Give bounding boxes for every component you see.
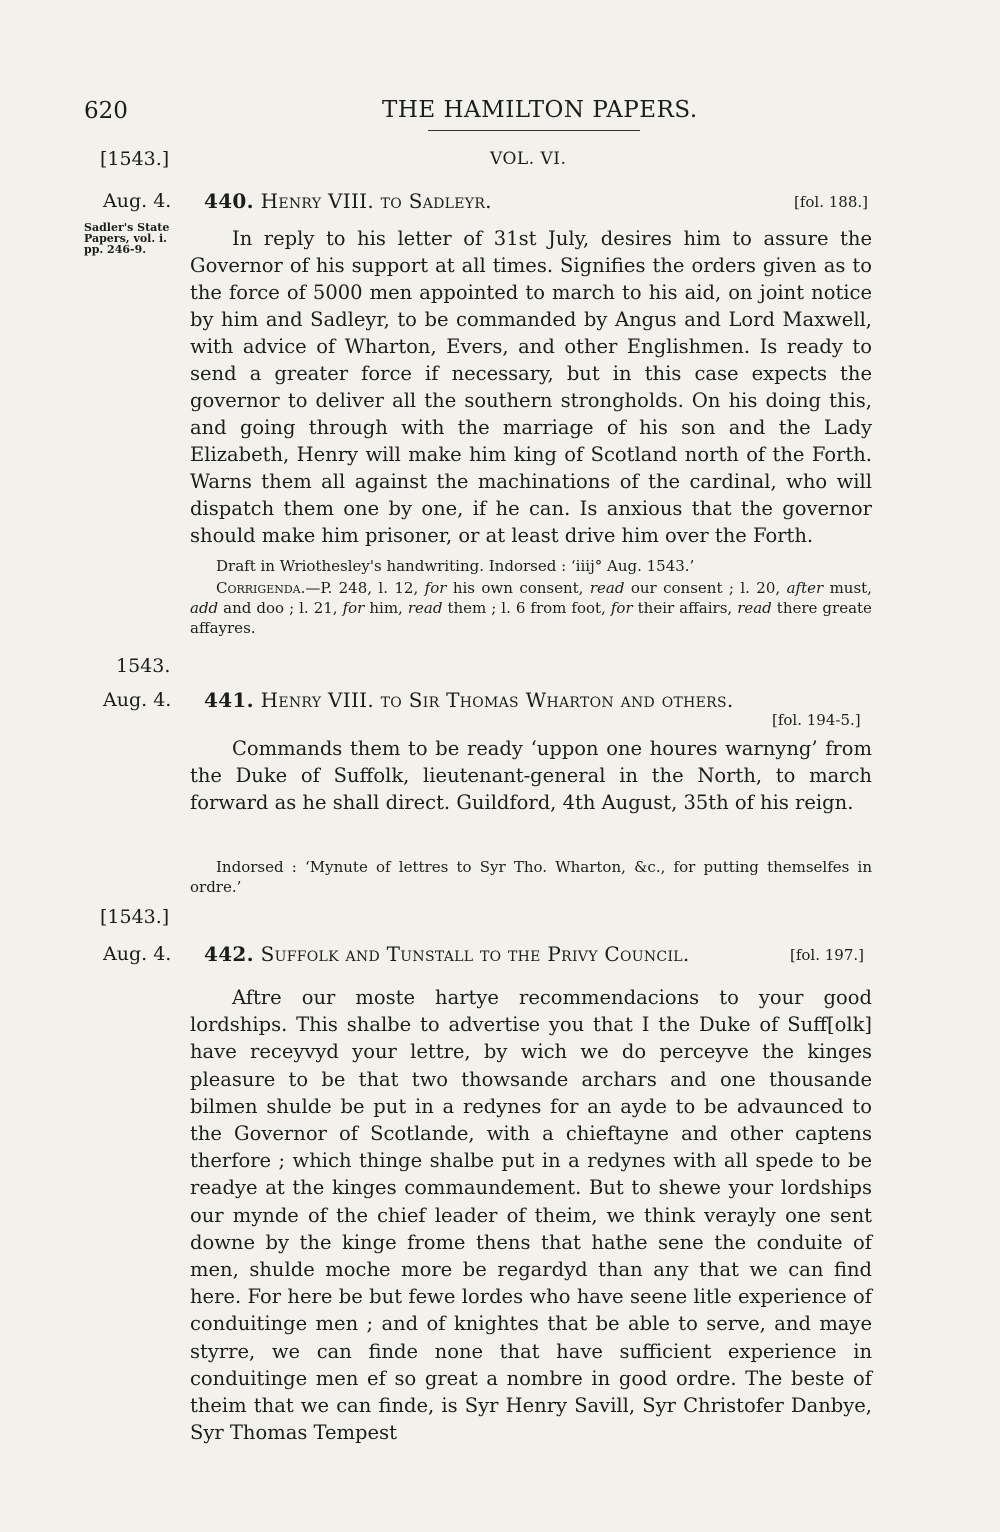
- entry-number: 441.: [204, 688, 254, 712]
- entry-year: [1543.]: [100, 148, 170, 170]
- entry-date: Aug. 4.: [103, 689, 172, 711]
- entry-date: Aug. 4.: [103, 943, 172, 965]
- entry-body: Aftre our moste hartye recommendacions to your good lordships. This shalbe to advertise you that I the Duke of Suff[olk] have receyvyd your lettre, by wich we do perceyve the kinges pleasure to be that two thowsande archars and one thousande bilmen shulde be put in a redynes for an ayde to be advaunced to the Governor of Scotlande, with a chieftayne and other captens therfore ; which thinge shalbe put in a redynes with all spede to be readye at the kinges commaundement. But to shewe your lordships our mynde of the chief leader of theim, we think verayly one sent downe by the kinge frome thens that hathe sene the conduite of men, shulde moche more be regardyd than any that we can find here. For here be but fewe lordes who have seene litle experience of conduitinge men ; and of knightes that be able to serve, and maye styrre, we can finde none that have sufficient experience in conduitinge men ef so great a nombre in good ordre. The beste of theim that we can finde, is Syr Henry Savill, Syr Christofer Danbye, Syr Thomas Tempest: [190, 986, 872, 1445]
- entry-year: 1543.: [116, 655, 171, 677]
- entry-number: 440.: [204, 189, 254, 213]
- entry-note: Indorsed : ‘Mynute of lettres to Syr Tho. Wharton, &c., for putting themselfes in ordre.’: [190, 858, 872, 896]
- volume-label: VOL. VI.: [490, 149, 567, 169]
- entry-number: 442.: [204, 942, 254, 966]
- entry-title: Henry VIII. to Sir Thomas Wharton and others.: [260, 688, 734, 712]
- folio-reference: [fol. 188.]: [794, 193, 869, 211]
- entry-note: Draft in Wriothesley's handwriting. Indorsed : ‘iiij° Aug. 1543.’: [216, 557, 695, 575]
- entry-title: Suffolk and Tunstall to the Privy Council.: [260, 942, 690, 966]
- corrigenda-note: Corrigenda.—P. 248, l. 12, for his own consent, read our consent ; l. 20, after must, add and doo ; l. 21, for him, read them ; l. 6 from foot, for their affairs, read there greate affayres.: [190, 579, 872, 637]
- folio-reference: [fol. 197.]: [790, 946, 865, 964]
- entry-heading: [204, 189, 492, 213]
- entry-title: Henry VIII. to Sadleyr.: [260, 189, 492, 213]
- entry-body: Commands them to be ready ‘uppon one houres warnyng’ from the Duke of Suffolk, lieutenant-general in the North, to march forward as he shall direct. Guildford, 4th August, 35th of his reign.: [190, 737, 872, 814]
- entry-date: Aug. 4.: [103, 190, 172, 212]
- entry-body: In reply to his letter of 31st July, desires him to assure the Governor of his support at all times. Signifies the orders given as to the force of 5000 men appointed to march to his aid, on joint notice by him and Sadleyr, to be commanded by Angus and Lord Maxwell, with advice of Wharton, Evers, and other Englishmen. Is ready to send a greater force if necessary, but in this case expects the governor to deliver all the southern strongholds. On his doing this, and going through with the marriage of his son and the Lady Elizabeth, Henry will make him king of Scotland north of the Forth. Warns them all against the machinations of the cardinal, who will dispatch them one by one, if he can. Is anxious that the governor should make him prisoner, or at least drive him over the Forth.: [190, 227, 872, 547]
- folio-reference: [fol. 194-5.]: [772, 711, 861, 729]
- title-rule: [428, 130, 640, 131]
- side-note: Sadler's State Papers, vol. i. pp. 246-9.: [84, 221, 170, 256]
- entry-heading: [204, 688, 734, 712]
- running-title: THE HAMILTON PAPERS.: [382, 97, 698, 123]
- entry-heading: [204, 942, 690, 966]
- entry-year: [1543.]: [100, 906, 170, 928]
- page-number: 620: [84, 98, 128, 124]
